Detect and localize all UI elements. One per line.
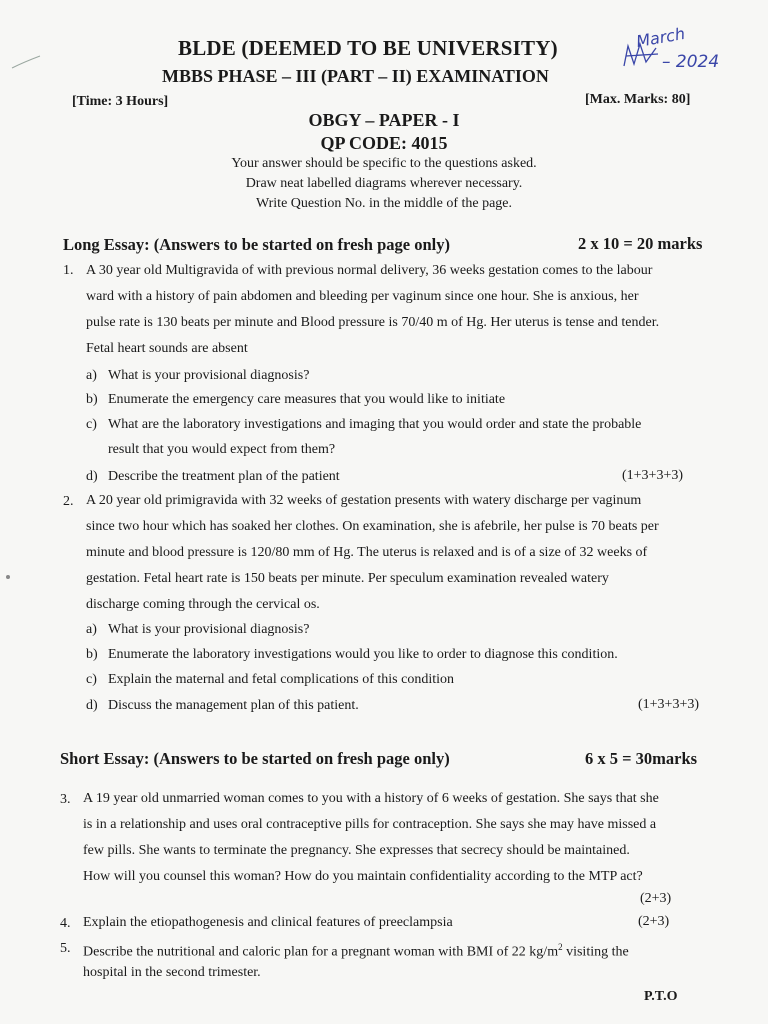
- qp-code: QP CODE: 4015: [320, 133, 448, 153]
- marks-breakdown: (1+3+3+3): [638, 697, 700, 712]
- handwritten-month: March: [634, 23, 687, 52]
- subpart-label: b): [86, 647, 98, 662]
- short-essay-marks: 6 x 5 = 30marks: [585, 749, 698, 768]
- question-text-line: gestation. Fetal heart rate is 150 beats per minute. Per speculum examination revealed watery: [86, 571, 609, 586]
- pto-label: P.T.O: [644, 989, 678, 1004]
- marks-breakdown: (2+3): [638, 914, 670, 929]
- question-text-line: hospital in the second trimester.: [83, 965, 261, 980]
- long-essay-heading: Long Essay: (Answers to be started on fresh page only): [63, 235, 450, 254]
- subpart-text: What is your provisional diagnosis?: [108, 622, 310, 637]
- subpart-text: Enumerate the laboratory investigations would you like to order to diagnose this condition.: [108, 647, 618, 662]
- subpart-label: c): [86, 417, 97, 432]
- subpart-text: result that you would expect from them?: [108, 442, 336, 457]
- subpart-text: Explain the maternal and fetal complications of this condition: [108, 672, 455, 687]
- question-text-line: A 19 year old unmarried woman comes to you with a history of 6 weeks of gestation. She says that she: [83, 791, 659, 806]
- subpart-label: c): [86, 672, 97, 687]
- question-text-line: Explain the etiopathogenesis and clinical features of preeclampsia: [83, 915, 453, 930]
- question-text-line: ward with a history of pain abdomen and bleeding per vaginum since one hour. She is anxious, her: [86, 289, 639, 304]
- question-number: 3.: [60, 792, 71, 807]
- question-text-line: A 20 year old primigravida with 32 weeks of gestation presents with watery discharge per vaginum: [86, 493, 642, 508]
- margin-dot: [6, 575, 10, 579]
- question-text-line: since two hour which has soaked her clothes. On examination, she is afebrile, her pulse is 70 beats per: [86, 519, 659, 534]
- subpart-label: b): [86, 392, 98, 407]
- question-text-line: is in a relationship and uses oral contraceptive pills for contraception. She says she may have missed a: [83, 817, 657, 832]
- time-label: [Time: 3 Hours]: [72, 94, 169, 109]
- marks-breakdown: (1+3+3+3): [622, 468, 684, 483]
- subpart-label: a): [86, 622, 97, 637]
- question-number: 1.: [63, 263, 74, 278]
- subpart-text: Describe the treatment plan of the patient: [108, 469, 340, 484]
- question-number: 5.: [60, 941, 71, 956]
- subpart-label: a): [86, 368, 97, 383]
- subpart-text: Discuss the management plan of this patient.: [108, 698, 359, 713]
- subpart-label: d): [86, 469, 98, 484]
- question-text-line: discharge coming through the cervical os.: [86, 597, 320, 612]
- instruction-2: Draw neat labelled diagrams wherever necessary.: [245, 176, 523, 191]
- subpart-label: d): [86, 698, 98, 713]
- max-marks-label: [Max. Marks: 80]: [585, 92, 691, 107]
- question-text: Describe the nutritional and caloric plan for a pregnant woman with BMI of 22 kg/m: [83, 944, 559, 960]
- question-text-line: Fetal heart sounds are absent: [86, 341, 248, 356]
- university-title: BLDE (DEEMED TO BE UNIVERSITY): [178, 36, 558, 60]
- marks-breakdown: (2+3): [640, 891, 672, 906]
- margin-mark: [10, 52, 44, 72]
- question-text: visiting the: [562, 944, 629, 960]
- question-number: 4.: [60, 916, 71, 931]
- subpart-text: What are the laboratory investigations and imaging that you would order and state the probable: [108, 417, 642, 432]
- question-number: 2.: [63, 494, 74, 509]
- superscript: 2: [558, 942, 563, 952]
- handwritten-scribble: [620, 38, 664, 72]
- short-essay-heading: Short Essay: (Answers to be started on fresh page only): [60, 749, 450, 768]
- question-text-line: pulse rate is 130 beats per minute and Blood pressure is 70/40 m of Hg. Her uterus is tense and tender.: [86, 315, 660, 330]
- instruction-1: Your answer should be specific to the questions asked.: [231, 156, 537, 171]
- question-text-line: minute and blood pressure is 120/80 mm of Hg. The uterus is relaxed and is of a size of 32 weeks of: [86, 545, 648, 560]
- long-essay-marks: 2 x 10 = 20 marks: [578, 234, 703, 253]
- question-text-line: How will you counsel this woman? How do you maintain confidentiality according to the MTP act?: [83, 869, 643, 884]
- exam-title: MBBS PHASE – III (PART – II) EXAMINATION: [162, 66, 549, 86]
- question-text-line: few pills. She wants to terminate the pregnancy. She expresses that secrecy should be maintained.: [83, 843, 630, 858]
- subpart-text: What is your provisional diagnosis?: [108, 368, 310, 383]
- paper-title: OBGY – PAPER - I: [308, 110, 460, 130]
- question-text-line: A 30 year old Multigravida of with previous normal delivery, 36 weeks gestation comes to the labour: [86, 263, 653, 278]
- handwritten-year: – 2024: [662, 52, 720, 72]
- instruction-3: Write Question No. in the middle of the page.: [255, 196, 513, 211]
- subpart-text: Enumerate the emergency care measures that you would like to initiate: [108, 392, 506, 407]
